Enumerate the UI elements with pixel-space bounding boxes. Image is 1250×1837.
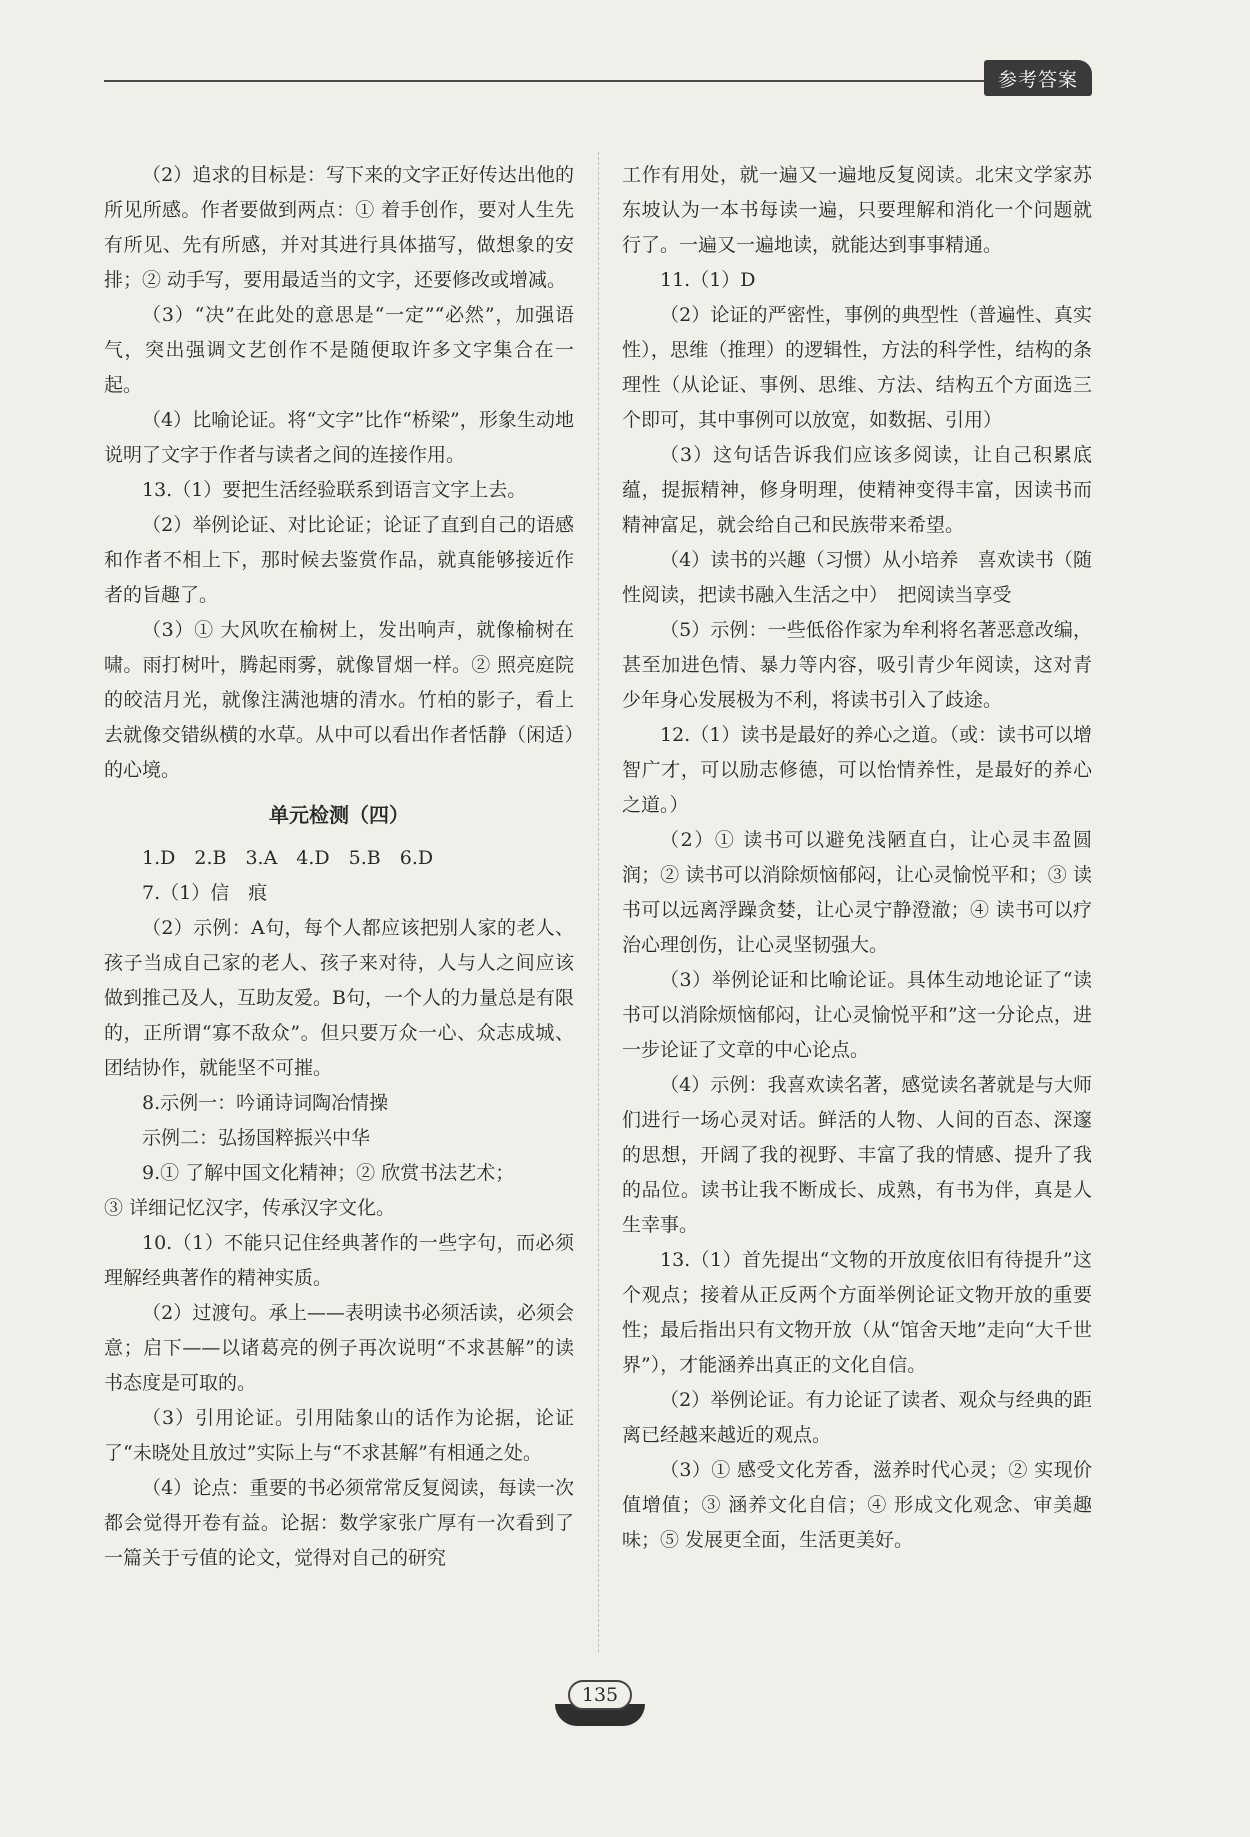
answer-paragraph: （4）读书的兴趣（习惯）从小培养 喜欢读书（随性阅读，把读书融入生活之中） 把阅读当享受	[622, 549, 1092, 606]
answer-paragraph: 8.示例一：吟诵诗词陶冶情操	[142, 1092, 389, 1114]
answer-paragraph: （5）示例：一些低俗作家为牟利将名著恶意改编，甚至加进色情、暴力等内容，吸引青少年阅读，这对青少年身心发展极为不利，将读书引入了歧途。	[622, 619, 1092, 711]
answer-paragraph: （2）举例论证。有力论证了读者、观众与经典的距离已经越来越近的观点。	[622, 1389, 1092, 1446]
answer-paragraph: （3）这句话告诉我们应该多阅读，让自己积累底蕴，提振精神，修身明理，使精神变得丰富，因读书而精神富足，就会给自己和民族带来希望。	[622, 444, 1092, 536]
column-divider	[598, 152, 599, 1652]
answer-paragraph: （3）举例论证和比喻论证。具体生动地论证了“读书可以消除烦恼郁闷，让心灵愉悦平和”这一分论点，进一步论证了文章的中心论点。	[622, 969, 1092, 1061]
answer-paragraph: （3）“决”在此处的意思是“一定”“必然”，加强语气，突出强调文艺创作不是随便取许多文字集合在一起。	[104, 304, 574, 396]
answer-paragraph: 13.（1）要把生活经验联系到语言文字上去。	[142, 479, 527, 501]
answer-paragraph: 11.（1）D	[660, 269, 756, 291]
answer-paragraph: （2）过渡句。承上——表明读书必须活读，必须会意；启下——以诸葛亮的例子再次说明“不求甚解”的读书态度是可取的。	[104, 1302, 574, 1394]
page-number-badge	[555, 1680, 645, 1730]
answer-paragraph: （3）① 感受文化芳香，滋养时代心灵；② 实现价值增值；③ 涵养文化自信；④ 形成文化观念、审美趣味；⑤ 发展更全面，生活更美好。	[622, 1459, 1092, 1551]
answer-paragraph: （2）① 读书可以避免浅陋直白，让心灵丰盈圆润；② 读书可以消除烦恼郁闷，让心灵愉悦平和；③ 读书可以远离浮躁贪婪，让心灵宁静澄澈；④ 读书可以疗治心理创伤，让心灵坚韧强大。	[622, 829, 1092, 956]
header-rule	[104, 80, 986, 82]
answer-paragraph: （4）论点：重要的书必须常常反复阅读，每读一次都会觉得开卷有益。论据：数学家张广厚有一次看到了一篇关于亏值的论文，觉得对自己的研究	[104, 1477, 574, 1569]
header-tab: 参考答案	[984, 60, 1092, 96]
answer-paragraph: 示例二：弘扬国粹振兴中华	[142, 1127, 371, 1149]
answer-paragraph: （2）示例：A句，每个人都应该把别人家的老人、孩子当成自己家的老人、孩子来对待，人与人之间应该做到推己及人，互助友爱。B句，一个人的力量总是有限的，正所谓“寡不敌众”。但只要万众一心、众志成城、团结协作，就能坚不可摧。	[104, 917, 574, 1079]
answer-paragraph: （3）① 大风吹在榆树上，发出响声，就像榆树在啸。雨打树叶，腾起雨雾，就像冒烟一样。② 照亮庭院的皎洁月光，就像注满池塘的清水。竹柏的影子，看上去就像交错纵横的水草。从中可以看出作者恬静（闲适）的心境。	[104, 619, 574, 781]
section-heading: 单元检测（四）	[269, 803, 409, 827]
answer-paragraph: 12.（1）读书是最好的养心之道。（或：读书可以增智广才，可以励志修德，可以怡情养性，是最好的养心之道。）	[622, 724, 1092, 816]
page-number: 135	[568, 1680, 632, 1710]
right-column	[622, 158, 1092, 1558]
answer-paragraph: ③ 详细记忆汉字，传承汉字文化。	[104, 1197, 396, 1219]
answer-paragraph: （2）论证的严密性，事例的典型性（普遍性、真实性），思维（推理）的逻辑性，方法的科学性，结构的条理性（从论证、事例、思维、方法、结构五个方面选三个即可，其中事例可以放宽，如数据、引用）	[622, 304, 1092, 431]
answer-paragraph: （4）比喻论证。将“文字”比作“桥梁”，形象生动地说明了文字于作者与读者之间的连接作用。	[104, 409, 574, 466]
answer-paragraph: 13.（1）首先提出“文物的开放度依旧有待提升”这个观点；接着从正反两个方面举例论证文物开放的重要性；最后指出只有文物开放（从“馆舍天地”走向“大千世界”），才能涵养出真正的文化自信。	[622, 1249, 1092, 1376]
answer-paragraph: （3）引用论证。引用陆象山的话作为论据，论证了“未晓处且放过”实际上与“不求甚解”有相通之处。	[104, 1407, 574, 1464]
answer-paragraph: （2）追求的目标是：写下来的文字正好传达出他的所见所感。作者要做到两点：① 着手创作，要对人生先有所见、先有所感，并对其进行具体描写，做想象的安排；② 动手写，要用最适当的文字，还要修改或增减。	[104, 164, 574, 291]
answer-paragraph: （2）举例论证、对比论证；论证了直到自己的语感和作者不相上下，那时候去鉴赏作品，就真能够接近作者的旨趣了。	[104, 514, 574, 606]
left-column	[104, 158, 574, 1576]
answer-paragraph: 工作有用处，就一遍又一遍地反复阅读。北宋文学家苏东坡认为一本书每读一遍，只要理解和消化一个问题就行了。一遍又一遍地读，就能达到事事精通。	[622, 164, 1092, 256]
answer-paragraph: （4）示例：我喜欢读名著，感觉读名著就是与大师们进行一场心灵对话。鲜活的人物、人间的百态、深邃的思想，开阔了我的视野、丰富了我的情感、提升了我的品位。读书让我不断成长、成熟，有书为伴，真是人生幸事。	[622, 1074, 1092, 1236]
answer-paragraph: 1.D 2.B 3.A 4.D 5.B 6.D	[142, 847, 434, 869]
answer-paragraph: 10.（1）不能只记住经典著作的一些字句，而必须理解经典著作的精神实质。	[104, 1232, 574, 1289]
answer-paragraph: 9.① 了解中国文化精神；② 欣赏书法艺术；	[142, 1162, 515, 1184]
answer-paragraph: 7.（1）信 痕	[142, 882, 268, 904]
